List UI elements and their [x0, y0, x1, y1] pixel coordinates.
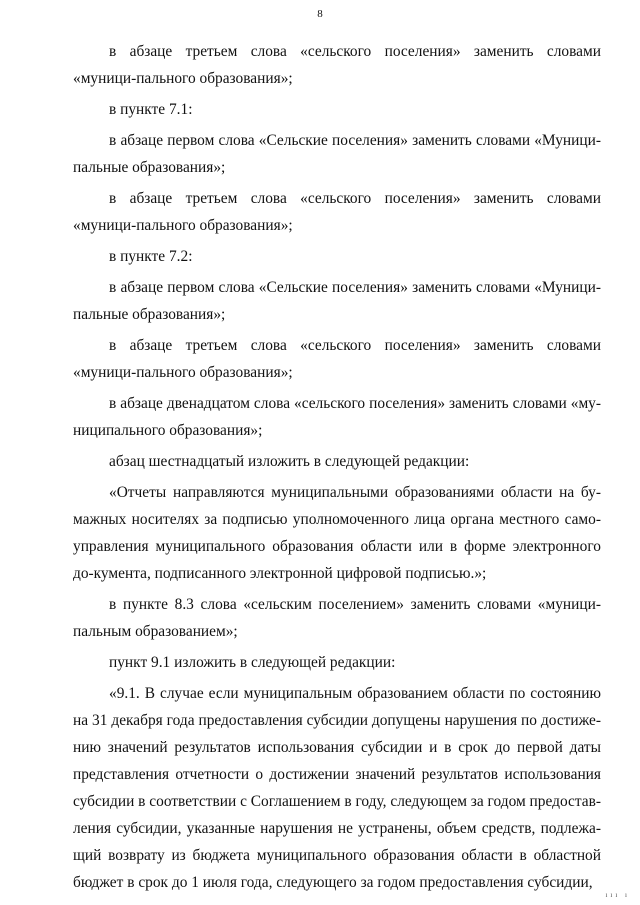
paragraph: «9.1. В случае если муниципальным образованием области по состоянию на 31 декабря года предоставления субсидии допущены нарушения по достиже-нию значений результатов использования субсидии и в срок до первой даты представления отчетности о достижении значений результатов использования субсидии в соответствии с Соглашением в году, следующем за годом предостав-ления субсидии, указанные нарушения не устранены, объем средств, подлежа-щий возврату из бюджета муниципального образования области в областной бюджет в срок до 1 июля года, следующего за годом предоставления субсидии,	[73, 685, 601, 891]
paragraph: в пункте 7.1:	[109, 101, 193, 118]
paragraph: в абзаце первом слова «Сельские поселения» заменить словами «Муници-пальные образования»;	[73, 279, 601, 323]
paragraph: в абзаце первом слова «Сельские поселения» заменить словами «Муници-пальные образования»;	[73, 132, 601, 176]
paragraph: в пункте 8.3 слова «сельским поселением» заменить словами «муници-пальным образованием»;	[73, 596, 601, 640]
paragraph: в абзаце третьем слова «сельского поселения» заменить словами «муници-пального образования»;	[73, 190, 601, 234]
paragraph: в абзаце двенадцатом слова «сельского поселения» заменить словами «му-ниципального образования»;	[73, 395, 601, 439]
scan-marks: ııı ı	[605, 891, 630, 899]
paragraph: в пункте 7.2:	[109, 248, 193, 265]
paragraph: абзац шестнадцатый изложить в следующей редакции:	[109, 453, 470, 470]
paragraph: «Отчеты направляются муниципальными образованиями области на бу-мажных носителях за подписью уполномоченного лица органа местного само-управления муниципального образования области или в форме электронного до-кумента, подписанного электронной цифровой подписью.»;	[73, 484, 601, 582]
paragraph: пункт 9.1 изложить в следующей редакции:	[109, 654, 396, 671]
document-body	[73, 38, 601, 896]
paragraph: в абзаце третьем слова «сельского поселения» заменить словами «муници-пального образования»;	[73, 43, 601, 87]
paragraph: в абзаце третьем слова «сельского поселения» заменить словами «муници-пального образования»;	[73, 337, 601, 381]
page-number: 8	[317, 8, 323, 20]
